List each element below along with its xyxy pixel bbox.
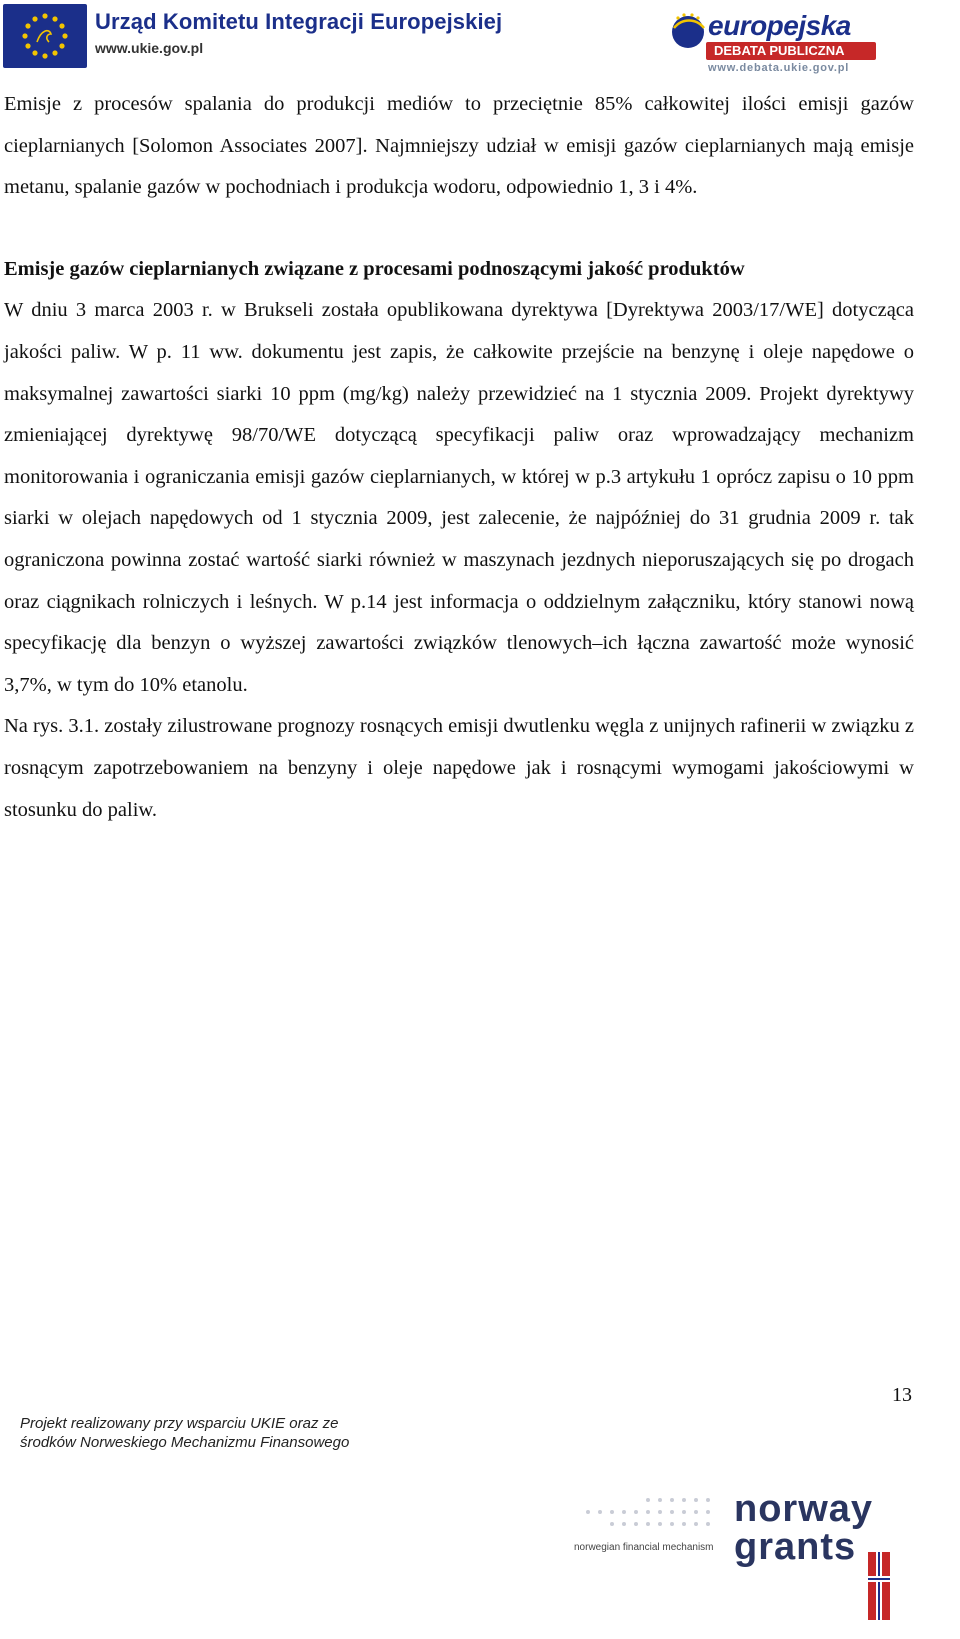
paragraph-3: Na rys. 3.1. zostały zilustrowane prognozy rosnących emisji dwutlenku węgla z unijnych rafinerii w związku z rosnącym zapotrzebowaniem na benzyny i oleje napędowe jak i rosnącymi wymogami jakościowymi w stosunku do paliw.	[4, 715, 914, 821]
norway-word-1: norway	[734, 1488, 874, 1530]
norway-subtitle: norwegian financial mechanism	[574, 1542, 714, 1553]
dot-grid-icon	[568, 1482, 728, 1542]
header-url: www.ukie.gov.pl	[95, 40, 204, 56]
norway-grants-logo	[568, 1482, 958, 1637]
debate-word: europejska	[708, 10, 851, 41]
paragraph-1: Emisje z procesów spalania do produkcji mediów to przeciętnie 85% całkowitej ilości emisji gazów cieplarnianych [Solomon Associates 2007]. Najmniejszy udział w emisji gazów cieplarnianych mają emisje metanu, spalanie gazów w pochodniach i produkcja wodoru, odpowiednio 1, 3 i 4%.	[4, 93, 914, 199]
page-header	[0, 0, 960, 75]
header-title: Urząd Komitetu Integracji Europejskiej	[95, 9, 503, 34]
debate-url: www.debata.ukie.gov.pl	[708, 62, 850, 74]
eu-flag-logo	[3, 4, 87, 68]
document-body	[4, 84, 914, 831]
norway-wordmark	[734, 1490, 873, 1566]
section-heading: Emisje gazów cieplarnianych związane z procesami podnoszącymi jakość produktów	[4, 257, 745, 280]
footer-note-line-2: środków Norweskiego Mechanizmu Finansowego	[20, 1434, 350, 1451]
page-number: 13	[892, 1384, 912, 1406]
footer-note	[20, 1414, 349, 1452]
footer-note-line-1: Projekt realizowany przy wsparciu UKIE oraz ze	[20, 1415, 339, 1432]
debate-logo	[668, 6, 958, 72]
debate-band-text: DEBATA PUBLICZNA	[714, 43, 845, 58]
norwegian-flag-icon	[868, 1552, 892, 1622]
norway-word-2: grants	[734, 1526, 857, 1568]
paragraph-2: W dniu 3 marca 2003 r. w Brukseli została opublikowana dyrektywa [Dyrektywa 2003/17/WE] dotycząca jakości paliw. W p. 11 ww. dokumentu jest zapis, że całkowite przejście na benzynę i oleje napędowe o maksymalnej zawartości siarki 10 ppm (mg/kg) należy przewidzieć na 1 stycznia 2009. Projekt dyrektywy zmieniającej dyrektywę 98/70/WE dotyczącą specyfikacji paliw oraz wprowadzający mechanizm monitorowania i ograniczania emisji gazów cieplarnianych, w której w p.3 artykułu 1 oprócz zapisu o 10 ppm siarki w olejach napędowych od 1 stycznia 2009, jest zalecenie, że najpóźniej do 31 grudnia 2009 r. tak ograniczona powinna zostać wartość siarki również w maszynach jezdnych nieporuszających się po drogach oraz ciągnikach rolniczych i leśnych. W p.14 jest informacja o oddzielnym załączniku, który stanowi nową specyfikację dla benzyn o wyższej zawartości związków tlenowych–ich łączna zawartość może wynosić 3,7%, w tym do 10% etanolu.	[4, 299, 914, 696]
eu-stars-icon	[3, 4, 87, 68]
globe-icon	[668, 10, 708, 50]
